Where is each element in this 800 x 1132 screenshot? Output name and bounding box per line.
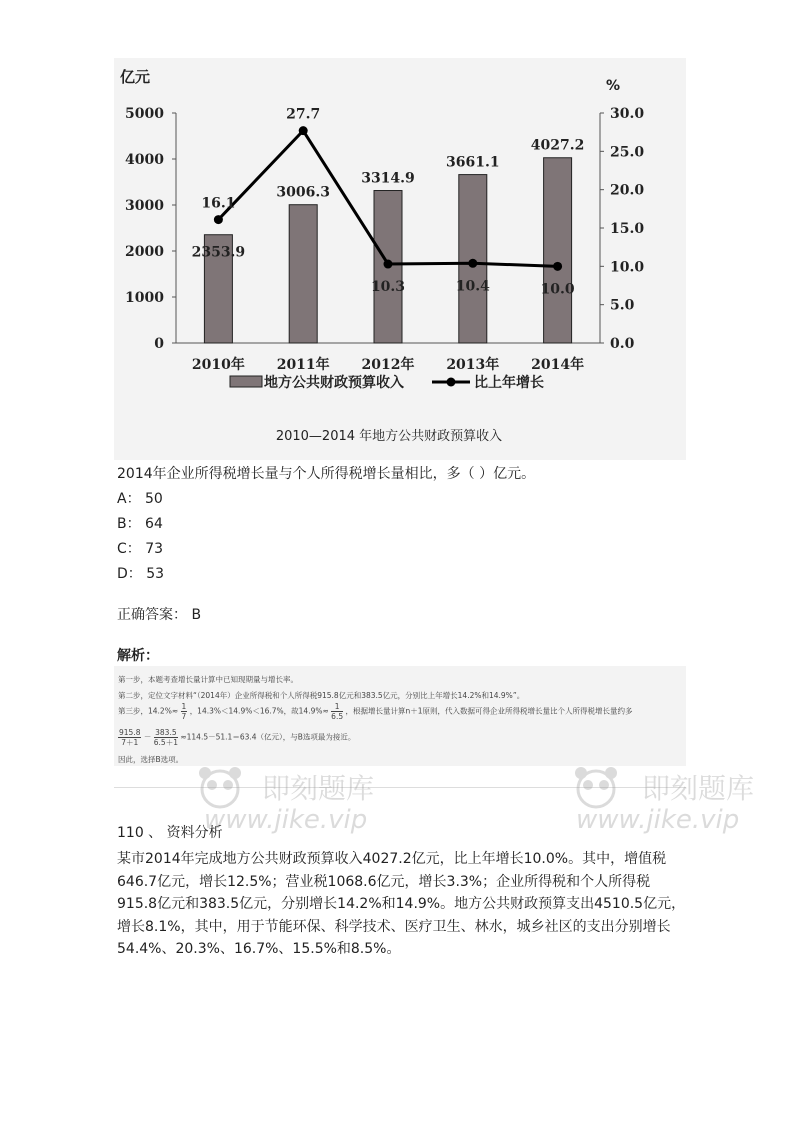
analysis-label: 解析： — [117, 648, 159, 664]
watermark-right — [572, 765, 800, 845]
bar-value-label: 4027.2 — [530, 137, 585, 154]
right-tick-label: 15.0 — [610, 221, 645, 237]
bar-value-label: 3661.1 — [446, 154, 500, 171]
watermark-left — [196, 765, 416, 845]
left-tick-label: 1000 — [125, 290, 164, 306]
legend-line-marker — [447, 378, 456, 387]
watermark-brand: 即刻题库 — [262, 772, 375, 805]
chart-figure — [114, 58, 686, 460]
fraction-numerator: 383.5 — [155, 728, 177, 737]
growth-point — [384, 260, 393, 269]
growth-value-label: 10.0 — [540, 281, 575, 298]
right-tick-label: 25.0 — [610, 144, 645, 161]
left-axis-unit: 亿元 — [120, 68, 151, 86]
analysis-step-2: 第二步，定位文字材料“（2014年）企业所得税和个人所得税915.8亿元和383.5亿元，分别比上年增长14.2%和14.9%”。 — [118, 691, 525, 700]
right-axis-unit: % — [606, 78, 621, 94]
watermark-url: www.jike.vip — [576, 805, 740, 835]
legend-bar-swatch — [230, 376, 262, 387]
left-tick-label: 0 — [154, 336, 164, 352]
analysis-step-1: 第一步，本题考查增长量计算中已知现期量与增长率。 — [118, 675, 298, 684]
material-passage: 某市2014年完成地方公共财政预算收入4027.2亿元，比上年增长10.0%。其中，增值税646.7亿元，增长12.5%；营业税1068.6亿元，增长3.3%；企业所得税和个人所得税915.8亿元和383.5亿元，分别增长14.2%和14.9%。地方公共财政预算支出4510.5亿元，增长8.1%，其中，用于节能环保、科学技术、医疗卫生、林水，城乡社区的支出分别增长54.4%、20.3%、16.7%、15.5%和8.5%。 — [117, 851, 686, 957]
growth-point — [214, 215, 223, 224]
fraction-denominator: 7＋1 — [121, 738, 139, 747]
fraction-corporate-tax — [118, 728, 141, 747]
right-tick-label: 5.0 — [610, 297, 635, 314]
growth-value-label: 10.4 — [455, 278, 490, 295]
fraction-numerator: 915.8 — [119, 728, 141, 737]
fraction-numerator: 1 — [181, 702, 187, 711]
option-a[interactable]: A： 50 — [117, 491, 163, 507]
legend-bar-label: 地方公共财政预算收入 — [264, 375, 404, 391]
option-d[interactable]: D： 53 — [117, 566, 165, 582]
category-label: 2012年 — [361, 357, 415, 373]
category-label: 2013年 — [446, 357, 500, 373]
category-label: 2011年 — [276, 357, 330, 373]
left-tick-label: 2000 — [125, 244, 164, 260]
question-text: 2014年企业所得税增长量与个人所得税增长量相比，多（ ）亿元。 — [117, 466, 536, 482]
fraction-personal-tax — [154, 728, 178, 747]
analysis-step-3-text-c: ，根据增长量计算n＋1原则，代入数据可得企业所得税增长量比个人所得税增长量约多 — [345, 706, 633, 716]
growth-value-label: 16.1 — [201, 195, 236, 212]
legend-line-label: 比上年增长 — [474, 375, 544, 391]
correct-answer: 正确答案： B — [117, 607, 202, 623]
bar-revenue — [544, 158, 572, 343]
fraction-one-seventh — [181, 702, 188, 721]
left-tick-label: 3000 — [125, 198, 164, 214]
analysis-formula — [118, 728, 355, 747]
formula-minus: － — [143, 732, 152, 742]
watermark-brand: 即刻题库 — [642, 772, 755, 805]
bar-value-label: 2353.9 — [191, 244, 246, 261]
analysis-step-3-text-b: ，14.3%＜14.9%＜16.7%，故14.9%≈ — [189, 706, 329, 716]
left-tick-label: 5000 — [125, 106, 164, 122]
bar-revenue — [289, 205, 317, 343]
right-tick-label: 10.0 — [610, 259, 645, 276]
watermark-url: www.jike.vip — [204, 805, 368, 835]
fraction-denominator: 6.5 — [331, 712, 344, 721]
analysis-conclusion: 因此，选择B选项。 — [118, 755, 184, 764]
fraction-numerator: 1 — [331, 702, 343, 712]
growth-point — [468, 259, 477, 268]
analysis-step-3-text-a: 第三步，14.2%≈ — [118, 706, 179, 716]
category-label: 2010年 — [191, 357, 245, 373]
question-110-title: 110 、 资料分析 — [117, 825, 223, 841]
analysis-formula-result: ≈114.5－51.1＝63.4（亿元），与B选项最为接近。 — [180, 732, 356, 742]
category-label: 2014年 — [531, 357, 585, 373]
fraction-denominator: 6.5＋1 — [153, 738, 178, 747]
growth-point — [299, 126, 308, 135]
left-tick-label: 4000 — [125, 152, 164, 168]
right-tick-label: 20.0 — [610, 182, 645, 199]
right-tick-label: 30.0 — [610, 106, 645, 122]
bar-value-label: 3006.3 — [276, 184, 330, 201]
growth-point — [553, 262, 562, 271]
growth-value-label: 10.3 — [370, 279, 406, 296]
analysis-box — [114, 666, 686, 766]
option-c[interactable]: C： 73 — [117, 541, 164, 557]
analysis-step-3 — [118, 702, 633, 721]
revenue-chart — [114, 58, 686, 460]
fraction-denominator: 7 — [181, 712, 187, 721]
right-tick-label: 0.0 — [610, 336, 635, 352]
growth-value-label: 27.7 — [286, 106, 321, 123]
fraction-one-over-six-point-five — [331, 702, 343, 721]
chart-title: 2010—2014 年地方公共财政预算收入 — [275, 429, 503, 444]
option-b[interactable]: B： 64 — [117, 516, 163, 532]
bar-value-label: 3314.9 — [361, 170, 415, 187]
